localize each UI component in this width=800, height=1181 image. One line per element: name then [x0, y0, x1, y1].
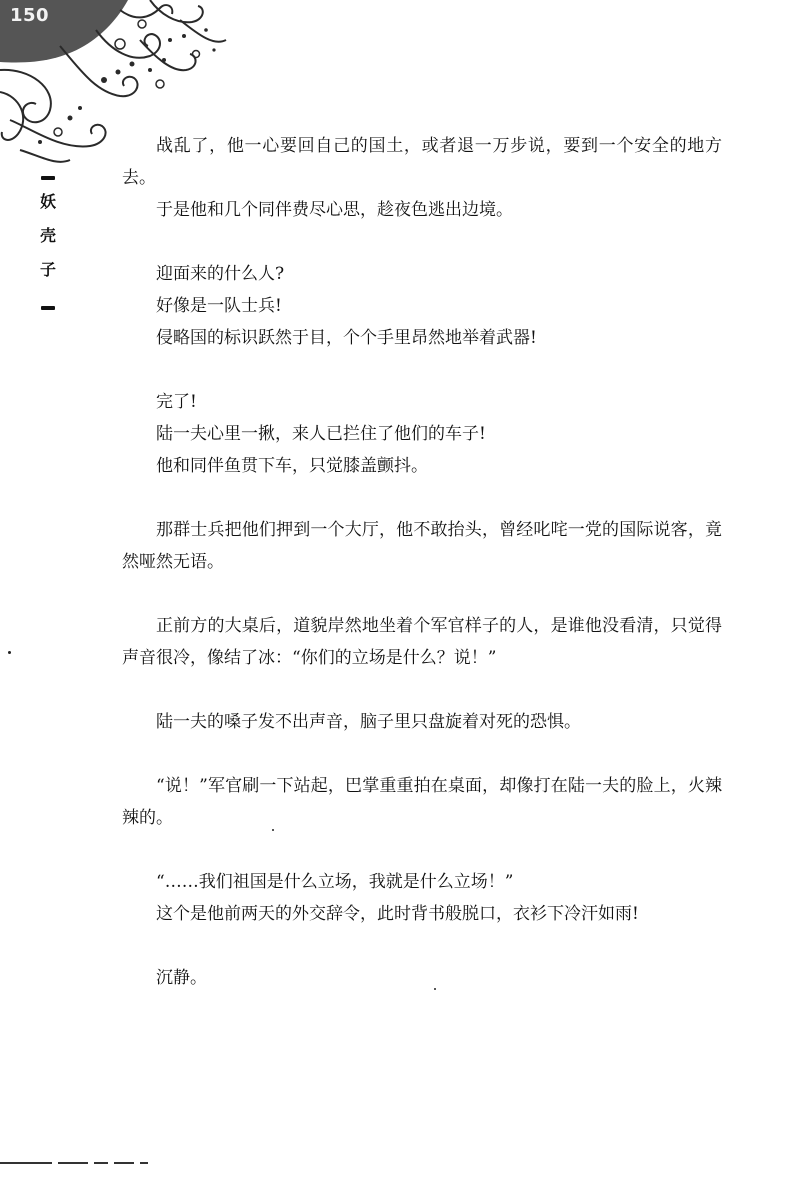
paragraph: “说！”军官刷一下站起，巴掌重重拍在桌面，却像打在陆一夫的脸上，火辣辣的。 [122, 776, 722, 828]
scan-mark [434, 988, 436, 990]
running-head-char: 壳 [39, 226, 56, 245]
paragraph: 好像是一队士兵! [156, 296, 282, 316]
paragraph: 战乱了，他一心要回自己的国土，或者退一万步说，要到一个安全的地方去。 [122, 136, 722, 188]
paragraph: 正前方的大桌后，道貌岸然地坐着个军官样子的人，是谁他没看清，只觉得声音很冷，像结了冰：“你们的立场是什么？说！” [122, 616, 722, 668]
running-head-char: 子 [39, 260, 56, 279]
paragraph: 沉静。 [156, 968, 207, 988]
bottom-rule [0, 1162, 148, 1165]
paragraph: 侵略国的标识跃然于目，个个手里昂然地举着武器! [156, 328, 537, 348]
paragraph: 他和同伴鱼贯下车，只觉膝盖颤抖。 [156, 456, 428, 476]
running-head-bracket-bottom [41, 306, 55, 310]
paragraph: 于是他和几个同伴费尽心思，趁夜色逃出边境。 [156, 200, 513, 220]
running-head [36, 176, 60, 310]
body-text [122, 130, 722, 994]
paragraph: 那群士兵把他们押到一个大厅，他不敢抬头，曾经叱咤一党的国际说客，竟然哑然无语。 [122, 520, 722, 572]
running-head-bracket-top [41, 176, 55, 180]
paragraph: 陆一夫心里一揪，来人已拦住了他们的车子! [156, 424, 486, 444]
paragraph: 迎面来的什么人? [156, 264, 285, 284]
paragraph: 这个是他前两天的外交辞令，此时背书般脱口，衣衫下冷汗如雨! [156, 904, 639, 924]
scan-mark [272, 829, 274, 831]
scan-mark [8, 651, 11, 654]
page-number: 150 [10, 5, 50, 26]
paragraph: 完了! [156, 392, 197, 412]
paragraph: “……我们祖国是什么立场，我就是什么立场！” [156, 872, 514, 892]
paragraph: 陆一夫的嗓子发不出声音，脑子里只盘旋着对死的恐惧。 [156, 712, 581, 732]
running-head-char: 妖 [39, 192, 56, 211]
